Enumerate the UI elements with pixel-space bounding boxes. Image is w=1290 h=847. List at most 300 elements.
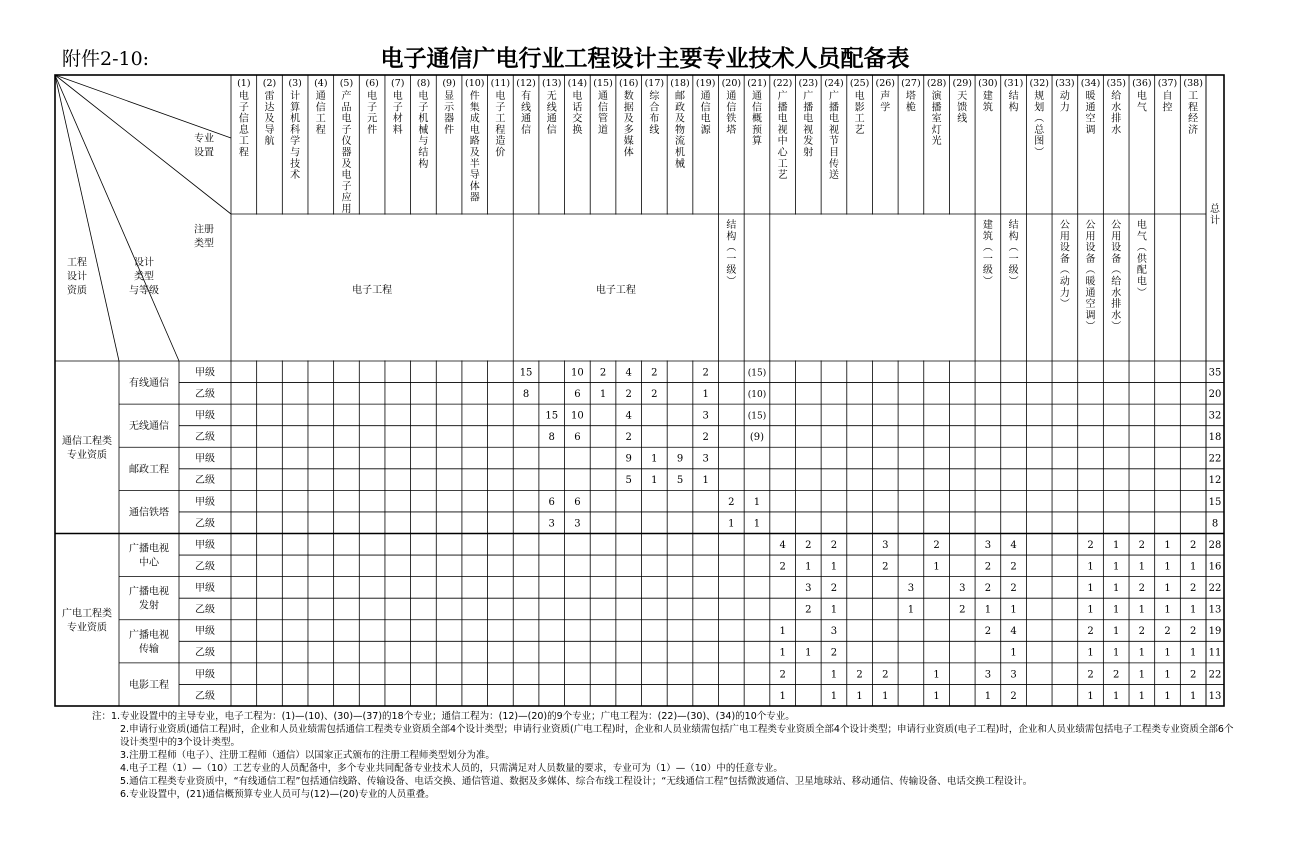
major-name: 体 <box>623 147 634 159</box>
major-name: 目 <box>828 147 839 159</box>
staff-count: 4 <box>1010 626 1017 638</box>
row-total: 12 <box>1208 475 1222 487</box>
grade-label: 乙级 <box>195 388 215 400</box>
staff-count: 1 <box>805 561 812 573</box>
reg-type-label: 公 <box>1059 220 1070 231</box>
grade-label: 甲级 <box>195 669 215 681</box>
major-name: 与 <box>290 147 301 159</box>
section-label: 专业资质 <box>67 449 107 461</box>
major-name: 媒 <box>623 136 634 148</box>
major-name: 力 <box>1059 102 1070 114</box>
staff-count: 2 <box>1138 583 1146 595</box>
major-name: 用 <box>341 204 352 215</box>
total-header: 总 <box>1210 204 1220 215</box>
staff-count: 4 <box>1010 539 1017 551</box>
major-name: 线 <box>957 113 968 125</box>
design-type-label: 电影工程 <box>129 679 169 691</box>
reg-type-label: ︵ <box>1059 265 1070 277</box>
major-number: (11) <box>490 78 511 89</box>
reg-type-label: 排 <box>1111 299 1122 311</box>
staff-count: 1 <box>728 518 735 530</box>
reg-type-label: 设 <box>1111 242 1122 254</box>
major-number: (35) <box>1106 78 1126 89</box>
staff-count: 3 <box>548 518 555 530</box>
major-name: 及 <box>341 158 352 170</box>
major-name: 有 <box>521 91 532 102</box>
staff-count: 4 <box>779 539 786 551</box>
major-name: 预 <box>751 124 762 136</box>
row-total: 13 <box>1208 604 1222 616</box>
major-name: 流 <box>675 136 686 148</box>
row-total: 28 <box>1208 539 1222 551</box>
major-name: 邮 <box>675 91 686 102</box>
major-name: 布 <box>649 113 660 125</box>
major-name: 机 <box>675 147 686 159</box>
major-name: 造 <box>495 136 506 148</box>
major-number: (32) <box>1029 78 1049 89</box>
staff-count: 2 <box>882 669 889 681</box>
major-number: (19) <box>695 78 716 89</box>
reg-type-label: ︵ <box>1085 265 1096 277</box>
major-name: 术 <box>290 170 301 182</box>
reg-type-label: 用 <box>1085 231 1096 243</box>
reg-type-label: 备 <box>1059 253 1070 265</box>
reg-type-label: 用 <box>1111 231 1122 243</box>
corner-qualification-label: 资质 <box>67 285 87 297</box>
grade-label: 甲级 <box>195 453 215 465</box>
reg-type-label: 级 <box>982 265 993 277</box>
major-name: 工 <box>777 158 788 170</box>
major-name: 规 <box>1034 91 1045 102</box>
staff-count: 3 <box>702 410 709 422</box>
notes <box>92 710 1242 801</box>
major-name: 概 <box>751 113 762 125</box>
major-name: 视 <box>828 124 839 136</box>
major-name: 划 <box>1034 102 1045 114</box>
staff-count: 1 <box>1087 604 1094 616</box>
major-name: 子 <box>238 102 249 114</box>
staff-count: 1 <box>1087 561 1094 573</box>
major-number: (14) <box>567 78 588 89</box>
design-type-label: 中心 <box>139 557 159 569</box>
major-name: 电 <box>828 113 839 125</box>
reg-type-label: ︶ <box>1085 321 1096 333</box>
major-number: (12) <box>516 78 536 89</box>
staff-count: 1 <box>1164 561 1171 573</box>
major-name: 声 <box>880 91 891 102</box>
row-total: 22 <box>1208 583 1222 595</box>
major-name: 学 <box>880 102 891 114</box>
reg-type-label: 电 <box>1136 220 1147 231</box>
staff-count: 1 <box>1164 604 1171 616</box>
staff-count: 3 <box>574 518 581 530</box>
major-name: 子 <box>341 181 352 193</box>
row-total: 20 <box>1208 388 1222 400</box>
corner-reg-type-label: 注册 <box>194 224 214 236</box>
grade-label: 乙级 <box>195 432 215 444</box>
staff-count: (10) <box>747 389 767 400</box>
reg-type-label: 暖 <box>1085 276 1096 288</box>
staff-count: 10 <box>571 410 584 422</box>
staff-count: 2 <box>805 604 812 616</box>
major-name: 管 <box>598 113 609 125</box>
staff-count: 1 <box>1138 647 1146 659</box>
major-name: 及 <box>623 113 634 125</box>
staff-count: 2 <box>1087 626 1094 638</box>
major-name: 工 <box>854 113 865 125</box>
major-name: 视 <box>803 124 814 136</box>
major-name: 调 <box>1085 124 1096 136</box>
major-name: 道 <box>598 124 609 136</box>
reg-type-label: 级 <box>1008 265 1019 277</box>
staff-count: 1 <box>984 690 992 702</box>
staff-count: 2 <box>933 539 940 551</box>
major-name: 器 <box>341 147 352 159</box>
major-name: 器 <box>469 192 480 204</box>
staff-count: 2 <box>651 367 658 379</box>
reg-type-label: 通 <box>1085 287 1096 299</box>
reg-electronic-label: 电子工程 <box>595 285 636 296</box>
major-name: 综 <box>649 91 660 102</box>
major-name: 传 <box>828 158 839 170</box>
staff-count: 2 <box>1113 669 1120 681</box>
design-type-label: 广播电视 <box>129 629 169 641</box>
reg-type-label: 公 <box>1111 220 1122 231</box>
staff-count: 3 <box>830 626 838 638</box>
major-name: 排 <box>1111 113 1122 125</box>
grade-label: 乙级 <box>195 647 215 659</box>
staff-count: 1 <box>599 388 607 400</box>
major-name: 通 <box>726 91 737 102</box>
major-name: 铁 <box>726 113 737 125</box>
staff-count: (15) <box>747 411 767 422</box>
reg-type-label: 气 <box>1136 231 1147 243</box>
staff-count: 2 <box>1189 669 1197 681</box>
design-type-label: 传输 <box>139 643 159 655</box>
major-name: 信 <box>751 102 762 114</box>
corner-design-type-label: 类型 <box>134 271 154 283</box>
staff-count: 2 <box>702 432 709 444</box>
reg-type-label: ︶ <box>1008 276 1019 288</box>
staff-count: (9) <box>749 432 765 444</box>
staff-count: 1 <box>1189 604 1197 616</box>
major-name: 件 <box>444 124 455 136</box>
row-total: 35 <box>1208 367 1222 379</box>
grade-label: 乙级 <box>195 690 215 702</box>
major-name: 及 <box>675 113 686 125</box>
major-name: 通 <box>315 91 326 102</box>
major-name: 线 <box>521 102 532 114</box>
staff-count: 1 <box>651 475 658 487</box>
staff-count: 15 <box>519 367 533 379</box>
staff-count: 1 <box>779 690 786 702</box>
major-name: 电 <box>418 91 429 102</box>
major-name: 给 <box>1111 91 1122 102</box>
major-name: 程 <box>1188 102 1199 114</box>
major-name: 路 <box>469 136 480 148</box>
major-name: 示 <box>444 102 455 114</box>
major-number: (2) <box>262 78 277 89</box>
staff-count: 8 <box>548 432 555 444</box>
grade-label: 乙级 <box>195 475 215 487</box>
major-name: 件 <box>367 124 378 136</box>
major-name: 控 <box>1162 102 1173 114</box>
major-name: 息 <box>238 124 249 136</box>
major-number: (8) <box>416 78 431 89</box>
design-type-label: 广播电视 <box>129 586 169 598</box>
staff-count: 1 <box>984 604 992 616</box>
major-name: 图 <box>1034 136 1045 148</box>
major-name: 航 <box>264 136 275 148</box>
section-label: 专业资质 <box>67 622 107 634</box>
reg-type-label: 配 <box>1136 265 1147 277</box>
staff-count: 1 <box>1113 583 1120 595</box>
major-name: 电 <box>341 170 352 182</box>
major-name: 集 <box>469 102 480 114</box>
staff-count: 1 <box>779 626 786 638</box>
corner-qualification-label: 设计 <box>67 271 87 283</box>
staff-count: 1 <box>830 561 838 573</box>
major-number: (3) <box>288 78 302 89</box>
grade-label: 乙级 <box>195 518 215 530</box>
major-name: 电 <box>341 113 352 125</box>
major-name: 天 <box>957 91 968 102</box>
major-name: 广 <box>777 91 788 102</box>
major-number: (26) <box>875 78 896 89</box>
staff-count: 5 <box>676 475 684 487</box>
staff-count: 2 <box>779 561 786 573</box>
major-name: 雷 <box>264 91 275 102</box>
staff-count: 1 <box>1010 604 1017 616</box>
reg-type-label: 级 <box>726 265 737 277</box>
staff-count: 1 <box>1164 647 1171 659</box>
major-name: 信 <box>598 102 609 114</box>
major-name: 械 <box>418 124 429 136</box>
major-number: (22) <box>772 78 793 89</box>
note-line: 4.电子工程（1）—（10）工艺专业的人员配备中，多个专业共同配备专业技术人员的，只需满足对人员数量的要求，专业可为（1）—（10）中的任意专业。 <box>120 763 783 774</box>
major-name: 仪 <box>341 136 352 148</box>
major-name: 电 <box>495 91 506 102</box>
major-number: (9) <box>442 78 456 89</box>
major-name: 通 <box>1085 102 1096 114</box>
staff-count: 1 <box>1164 690 1171 702</box>
major-name: 导 <box>264 124 275 136</box>
staff-count: 9 <box>676 453 684 465</box>
major-name: 达 <box>264 102 275 114</box>
major-number: (31) <box>1003 78 1024 89</box>
major-name: 自 <box>1162 91 1173 102</box>
staff-count: 1 <box>753 496 761 508</box>
staff-count: 1 <box>1113 539 1120 551</box>
major-name: 电 <box>1136 91 1147 102</box>
major-name: 与 <box>418 136 429 148</box>
reg-type-label: 设 <box>1085 242 1096 254</box>
major-name: 电 <box>572 91 583 102</box>
major-name: 子 <box>418 102 429 114</box>
note-line: 6.专业设置中，(21)通信概预算专业人员可与(12)—(20)专业的人员重叠。 <box>120 789 435 800</box>
major-name: 通 <box>598 91 609 102</box>
grade-label: 甲级 <box>195 367 215 379</box>
staff-count: 2 <box>984 626 992 638</box>
reg-type-label: 筑 <box>982 231 993 243</box>
major-name: 结 <box>418 147 429 159</box>
staff-count: 15 <box>545 410 559 422</box>
major-name: 交 <box>572 113 583 125</box>
major-number: (13) <box>541 78 562 89</box>
staff-count: 2 <box>702 367 709 379</box>
major-name: 产 <box>341 91 352 102</box>
staff-count: 3 <box>882 539 889 551</box>
major-name: 信 <box>315 102 326 114</box>
major-name: 暖 <box>1085 91 1096 102</box>
major-name: 算 <box>290 102 301 114</box>
major-name: 导 <box>469 170 480 182</box>
major-name: 光 <box>931 136 942 148</box>
grade-label: 甲级 <box>195 410 215 422</box>
staff-count: 2 <box>984 583 992 595</box>
staff-count: 2 <box>984 561 992 573</box>
page-title: 电子通信广电行业工程设计主要专业技术人员配备表 <box>380 46 910 72</box>
staff-count: 2 <box>728 496 735 508</box>
staff-count: 2 <box>625 432 632 444</box>
major-name: 子 <box>341 124 352 136</box>
major-name: 电 <box>777 113 788 125</box>
staff-count: 1 <box>933 690 940 702</box>
reg-type-label: 水 <box>1111 287 1122 299</box>
major-number: (29) <box>952 78 973 89</box>
major-name: 电 <box>803 113 814 125</box>
staff-count: 1 <box>779 647 786 659</box>
major-name: 构 <box>418 158 429 170</box>
major-name: 及 <box>469 147 480 159</box>
staff-count: 2 <box>1189 583 1197 595</box>
major-name: 室 <box>931 113 942 125</box>
row-total: 13 <box>1208 690 1222 702</box>
major-name: 品 <box>341 102 352 114</box>
major-number: (6) <box>365 78 379 89</box>
major-name: 馈 <box>957 102 968 114</box>
staff-count: 1 <box>1087 583 1094 595</box>
reg-type-label: 调 <box>1085 310 1096 322</box>
reg-type-label: 建 <box>982 220 993 231</box>
major-name: 发 <box>803 136 814 148</box>
row-total: 32 <box>1208 410 1222 422</box>
note-line: 3.注册工程师（电子）、注册工程师（通信）以国家正式颁布的注册工程师类型划分为准。 <box>120 750 495 761</box>
staff-count: 1 <box>702 388 709 400</box>
major-name: 通 <box>521 113 532 125</box>
major-name: 程 <box>238 147 249 159</box>
staff-count: 2 <box>830 647 838 659</box>
major-name: 演 <box>931 91 942 102</box>
design-type-label: 邮政工程 <box>129 464 169 476</box>
major-name: 显 <box>444 91 455 102</box>
staff-count: 6 <box>574 432 581 444</box>
grade-label: 乙级 <box>195 561 215 573</box>
corner-major-setting-label: 设置 <box>194 147 214 159</box>
major-name: 材 <box>392 113 403 125</box>
corner-major-setting-label: 专业 <box>194 133 214 145</box>
staff-count: 2 <box>1010 690 1017 702</box>
row-total: 8 <box>1211 518 1219 530</box>
corner-design-type-label: 与等级 <box>129 285 159 297</box>
reg-type-label: ︵ <box>1136 242 1147 254</box>
major-name: 价 <box>495 147 506 159</box>
major-number: (34) <box>1080 78 1101 89</box>
staff-count: 3 <box>907 583 915 595</box>
major-number: (1) <box>237 78 251 89</box>
major-number: (37) <box>1157 78 1178 89</box>
staff-count: 3 <box>805 583 812 595</box>
major-name: 物 <box>675 124 686 136</box>
staff-count: 1 <box>1087 690 1094 702</box>
reg-type-label: 备 <box>1111 253 1122 265</box>
staff-count: 2 <box>625 388 632 400</box>
major-name: 体 <box>469 181 480 193</box>
major-name: 气 <box>1136 102 1147 114</box>
major-name: 节 <box>828 136 839 148</box>
major-name: 电 <box>392 91 403 102</box>
major-name: 信 <box>726 102 737 114</box>
major-name: 经 <box>1188 113 1199 125</box>
major-name: 筑 <box>982 102 993 114</box>
major-name: 成 <box>469 113 480 125</box>
staff-count: 1 <box>882 690 889 702</box>
row-total: 22 <box>1208 453 1222 465</box>
staff-count: 1 <box>805 647 812 659</box>
corner-design-type-label: 设计 <box>134 257 154 269</box>
major-name: 艺 <box>854 124 865 136</box>
major-name: 通 <box>751 91 762 102</box>
staff-count: 2 <box>779 669 786 681</box>
design-type-label: 有线通信 <box>129 378 169 390</box>
staff-count: 1 <box>1138 604 1146 616</box>
grade-label: 甲级 <box>195 626 215 638</box>
reg-type-label: 构 <box>1008 231 1019 243</box>
reg-type-label: ︶ <box>1111 321 1122 333</box>
staff-count: 3 <box>702 453 709 465</box>
major-name: 艺 <box>777 170 788 182</box>
major-name: 计 <box>290 91 301 102</box>
reg-type-label: 构 <box>726 231 737 243</box>
major-name: 桅 <box>905 102 916 114</box>
reg-type-label: 供 <box>1136 253 1147 265</box>
major-name: 工 <box>238 136 249 148</box>
major-name: 塔 <box>905 91 916 102</box>
major-name: 建 <box>982 91 993 102</box>
design-type-label: 无线通信 <box>129 421 169 433</box>
major-name: 信 <box>238 113 249 125</box>
reg-electronic-label: 电子工程 <box>352 285 393 296</box>
major-name: ︵ <box>1034 113 1045 125</box>
reg-type-label: 一 <box>982 253 993 265</box>
reg-type-label: ︶ <box>1059 299 1070 311</box>
major-name: 构 <box>1008 102 1019 114</box>
staff-count: 1 <box>1087 647 1094 659</box>
staff-count: 6 <box>574 496 581 508</box>
staff-count: 2 <box>830 539 838 551</box>
major-number: (30) <box>978 78 998 89</box>
major-name: 信 <box>700 102 711 114</box>
staff-count: 8 <box>522 388 530 400</box>
major-name: 线 <box>546 102 557 114</box>
major-number: (33) <box>1055 78 1075 89</box>
major-name: 播 <box>803 102 814 114</box>
note-line: 2.申请行业资质(通信工程)时，企业和人员业绩需包括通信工程类专业资质全部4个设计类型；申请行业资质(广电工程)时，企业和人员业绩需包括广电工程类专业资质全部4个设计类型；申请行业资质(电子工程)时，企业和人员业绩需包括电子工程类专业资质全部6个设计类型中的3个设计类型。 <box>120 724 1234 748</box>
staff-count: 1 <box>907 604 915 616</box>
design-type-label: 通信铁塔 <box>129 507 169 519</box>
reg-type-label: 给 <box>1111 276 1122 288</box>
major-name: 源 <box>700 124 711 136</box>
